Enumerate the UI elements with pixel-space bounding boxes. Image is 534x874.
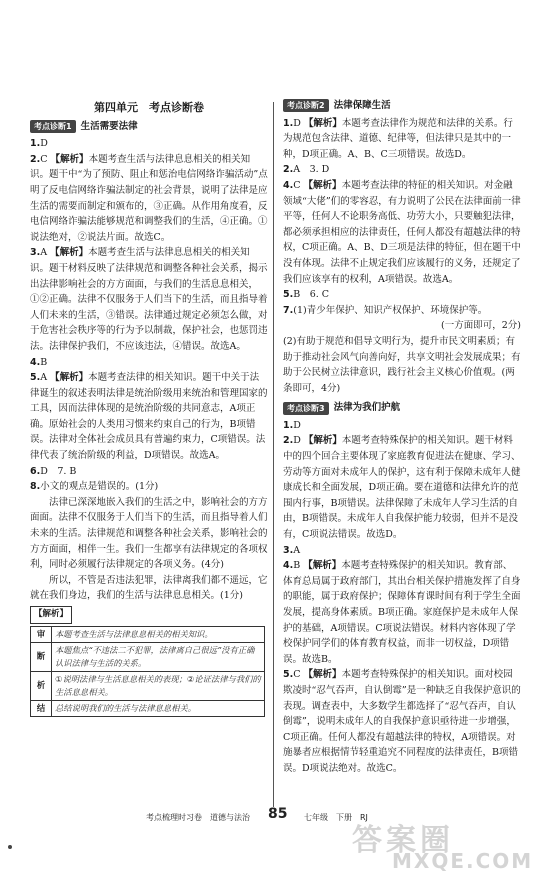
answer-item: 1.D <box>283 419 301 431</box>
section-tag: 考点诊断3 <box>283 402 329 415</box>
answer-item: 7.(1)青少年保护、知识产权保护、环境保护等。 <box>283 304 488 316</box>
answer-item: 2.C 【解析】本题考查生活与法律息息相关的相关知识。题干中“为了预防、阻止和惩治电信网络诈骗活动”点明了反电信网络诈骗法制定的社会背景，说明了法律是应生活的需要而制定和颁布的，③正确。从作用角度看，反电信网络诈骗法能够规范和调整我们的生活，④正确。①说法绝对，②说法片面。故选C。 <box>30 153 268 243</box>
table-row: 析 ①说明法律与生活息息相关的表现；②论证法律与我们的生活息息相关。 <box>31 671 265 700</box>
score-note: (一方面即可，2分) <box>441 320 521 332</box>
answer-item: 4.B 【解析】本题考查特殊保护的相关知识。教育部、体育总局属于政府部门，其出台相关保护措施发挥了自身的职能，属于政府保护；保障体育课时间有利于学生全面发展，提高身体素质。B项正确。家庭保护是未成年人保护的基础，A项错误。C项说法错误。材料内容体现了学校保护同学们的体育教育权益，而非一切权益，D项错误。故选B。 <box>283 560 521 665</box>
column-divider <box>273 102 274 807</box>
section-header-3 <box>283 400 521 416</box>
answer-item: 4.B <box>30 356 48 368</box>
answer-item: 3.A <box>283 544 301 556</box>
answer-item: 5.B 6. C <box>283 289 330 301</box>
answer-item: 8.小文的观点是错误的。(1分) <box>30 481 159 493</box>
section-title: 法律为我们护航 <box>333 402 401 414</box>
answer-item: 5.C 【解析】本题考查特殊保护的相关知识。面对校园欺凌时“忍气吞声，自认倒霉”是一种缺乏自我保护意识的表现。调查表中，大多数学生都选择了“忍气吞声，自认倒霉”，说明未成年人的自我保护意识亟待进一步增强，C项正确。任何人都没有超越法律的特权，A项错误。对施暴者应根据情节轻重追究不同程度的法律责任，B项错误。D项说法绝对。故选C。 <box>283 669 521 774</box>
answer-item: 6.D 7. B <box>30 465 77 477</box>
section-header-2 <box>283 98 521 114</box>
section-tag: 考点诊断1 <box>30 120 76 133</box>
footer-grade: 七年级 下册 RJ <box>304 813 368 822</box>
table-row: 断 本题焦点“不违法二不犯罪，法律离自己很远”没有正确认识法律与生活的关系。 <box>31 642 265 671</box>
section-header-1 <box>30 119 268 135</box>
scan-mark-icon <box>8 845 12 849</box>
table-row: 结 总结说明我们的生活与法律息息相关。 <box>31 700 265 716</box>
answer-paragraph: (2)有助于规范和倡导文明行为，提升市民文明素质；有助于推动社会风气向善向好，共享文明社会发展成果；有助于公民树立法律意识，践行社会主义核心价值观。(两条即可，4分) <box>283 335 521 394</box>
answer-paragraph: 所以，不管是否违法犯罪，法律离我们都不遥远，它就在我们身边，我们的生活与法律息息相关。(1分) <box>30 574 268 602</box>
answer-item: 5.A 【解析】本题考查法律的相关知识。题干中关于法律诞生的叙述表明法律是统治阶级用来统治和管理国家的工具，因而法律体现的是统治阶级的共同意志，A项正确。原始社会的人类用习惯来约束自己的行为，B项错误。法律对全体社会成员具有普遍约束力，C项错误。法律代表了统治阶级的利益，D项错误。故选A。 <box>30 372 268 462</box>
section-title: 生活需要法律 <box>80 120 138 132</box>
answer-item: 1.D <box>30 138 48 150</box>
answer-item: 4.C 【解析】本题考查法律的特征的相关知识。对金融领域“大佬”们的零容忍，有力说明了公民在法律面前一律平等，任何人不论职务高低、功劳大小，只要触犯法律，都必须承担相应的法律责任，任何人都没有超越法律的特权，C项正确。A、B、D三项是法律的特征，但在题干中没有体现。法律不止规定我们应该履行的义务，还规定了我们应该享有的权利，A项错误。故选A。 <box>283 179 521 285</box>
analysis-table <box>30 626 265 717</box>
footer-book-title: 考点梳理时习卷 道德与法治 <box>146 813 250 822</box>
unit-title: 第四单元 考点诊断卷 <box>94 101 204 114</box>
watermark-logo: 答案圈 MXQE.COM <box>352 823 534 873</box>
section-title: 法律保障生活 <box>333 100 391 111</box>
answer-item: 2.D 【解析】本题考查特殊保护的相关知识。题干材料中的四个回合主要体现了家庭教育促进法在健康、学习、劳动等方面对未成年人的保护，这有利于保障未成年人健康成长和全面发展，D项正确。要在道德和法律允许的范围内行事，B项错误。法律保障了未成年人学习生活的自由，B项错误。未成年人自我保护能力较弱，但并不是没有，C项说法错误。故选D。 <box>283 435 521 541</box>
answer-item: 1.D 【解析】本题考查法律作为规范和法律的关系。行为规范包含法律、道德、纪律等，但法律只是其中的一种，D项正确。A、B、C三项错误。故选D。 <box>283 117 513 160</box>
right-column <box>283 96 521 777</box>
table-row: 审 本题考查生活与法律息息相关的相关知识。 <box>31 626 265 642</box>
answer-item: 3.A 【解析】本题考查生活与法律息息相关的相关知识。题干材料反映了法律规范和调整各种社会关系，揭示出法律影响社会的方方面面，与我们的生活息息相关，①②正确。法律不仅服务于人们当下的生活，而且指导着人们未来的生活，③错误。法律通过规定必须怎么做，对于危害社会秩序等的行为予以制裁，保护社会，也惩罚违法。法律保护我们，不应该违法，④错误。故选A。 <box>30 247 268 352</box>
analysis-label: 【解析】 <box>30 606 72 624</box>
answer-paragraph: 法律已深深地嵌入我们的生活之中，影响社会的方方面面。法律不仅服务于人们当下的生活，而且指导着人们未来的生活。法律规范和调整各种社会关系，影响社会的方方面面，相伴一生。我们一生都享有法律规定的各项权利，同时必须履行法律规定的各项义务。(4分) <box>30 496 268 571</box>
left-column <box>30 100 268 717</box>
answer-item: 2.A 3. D <box>283 164 330 176</box>
section-tag: 考点诊断2 <box>283 99 329 112</box>
page-number: 85 <box>268 806 288 822</box>
